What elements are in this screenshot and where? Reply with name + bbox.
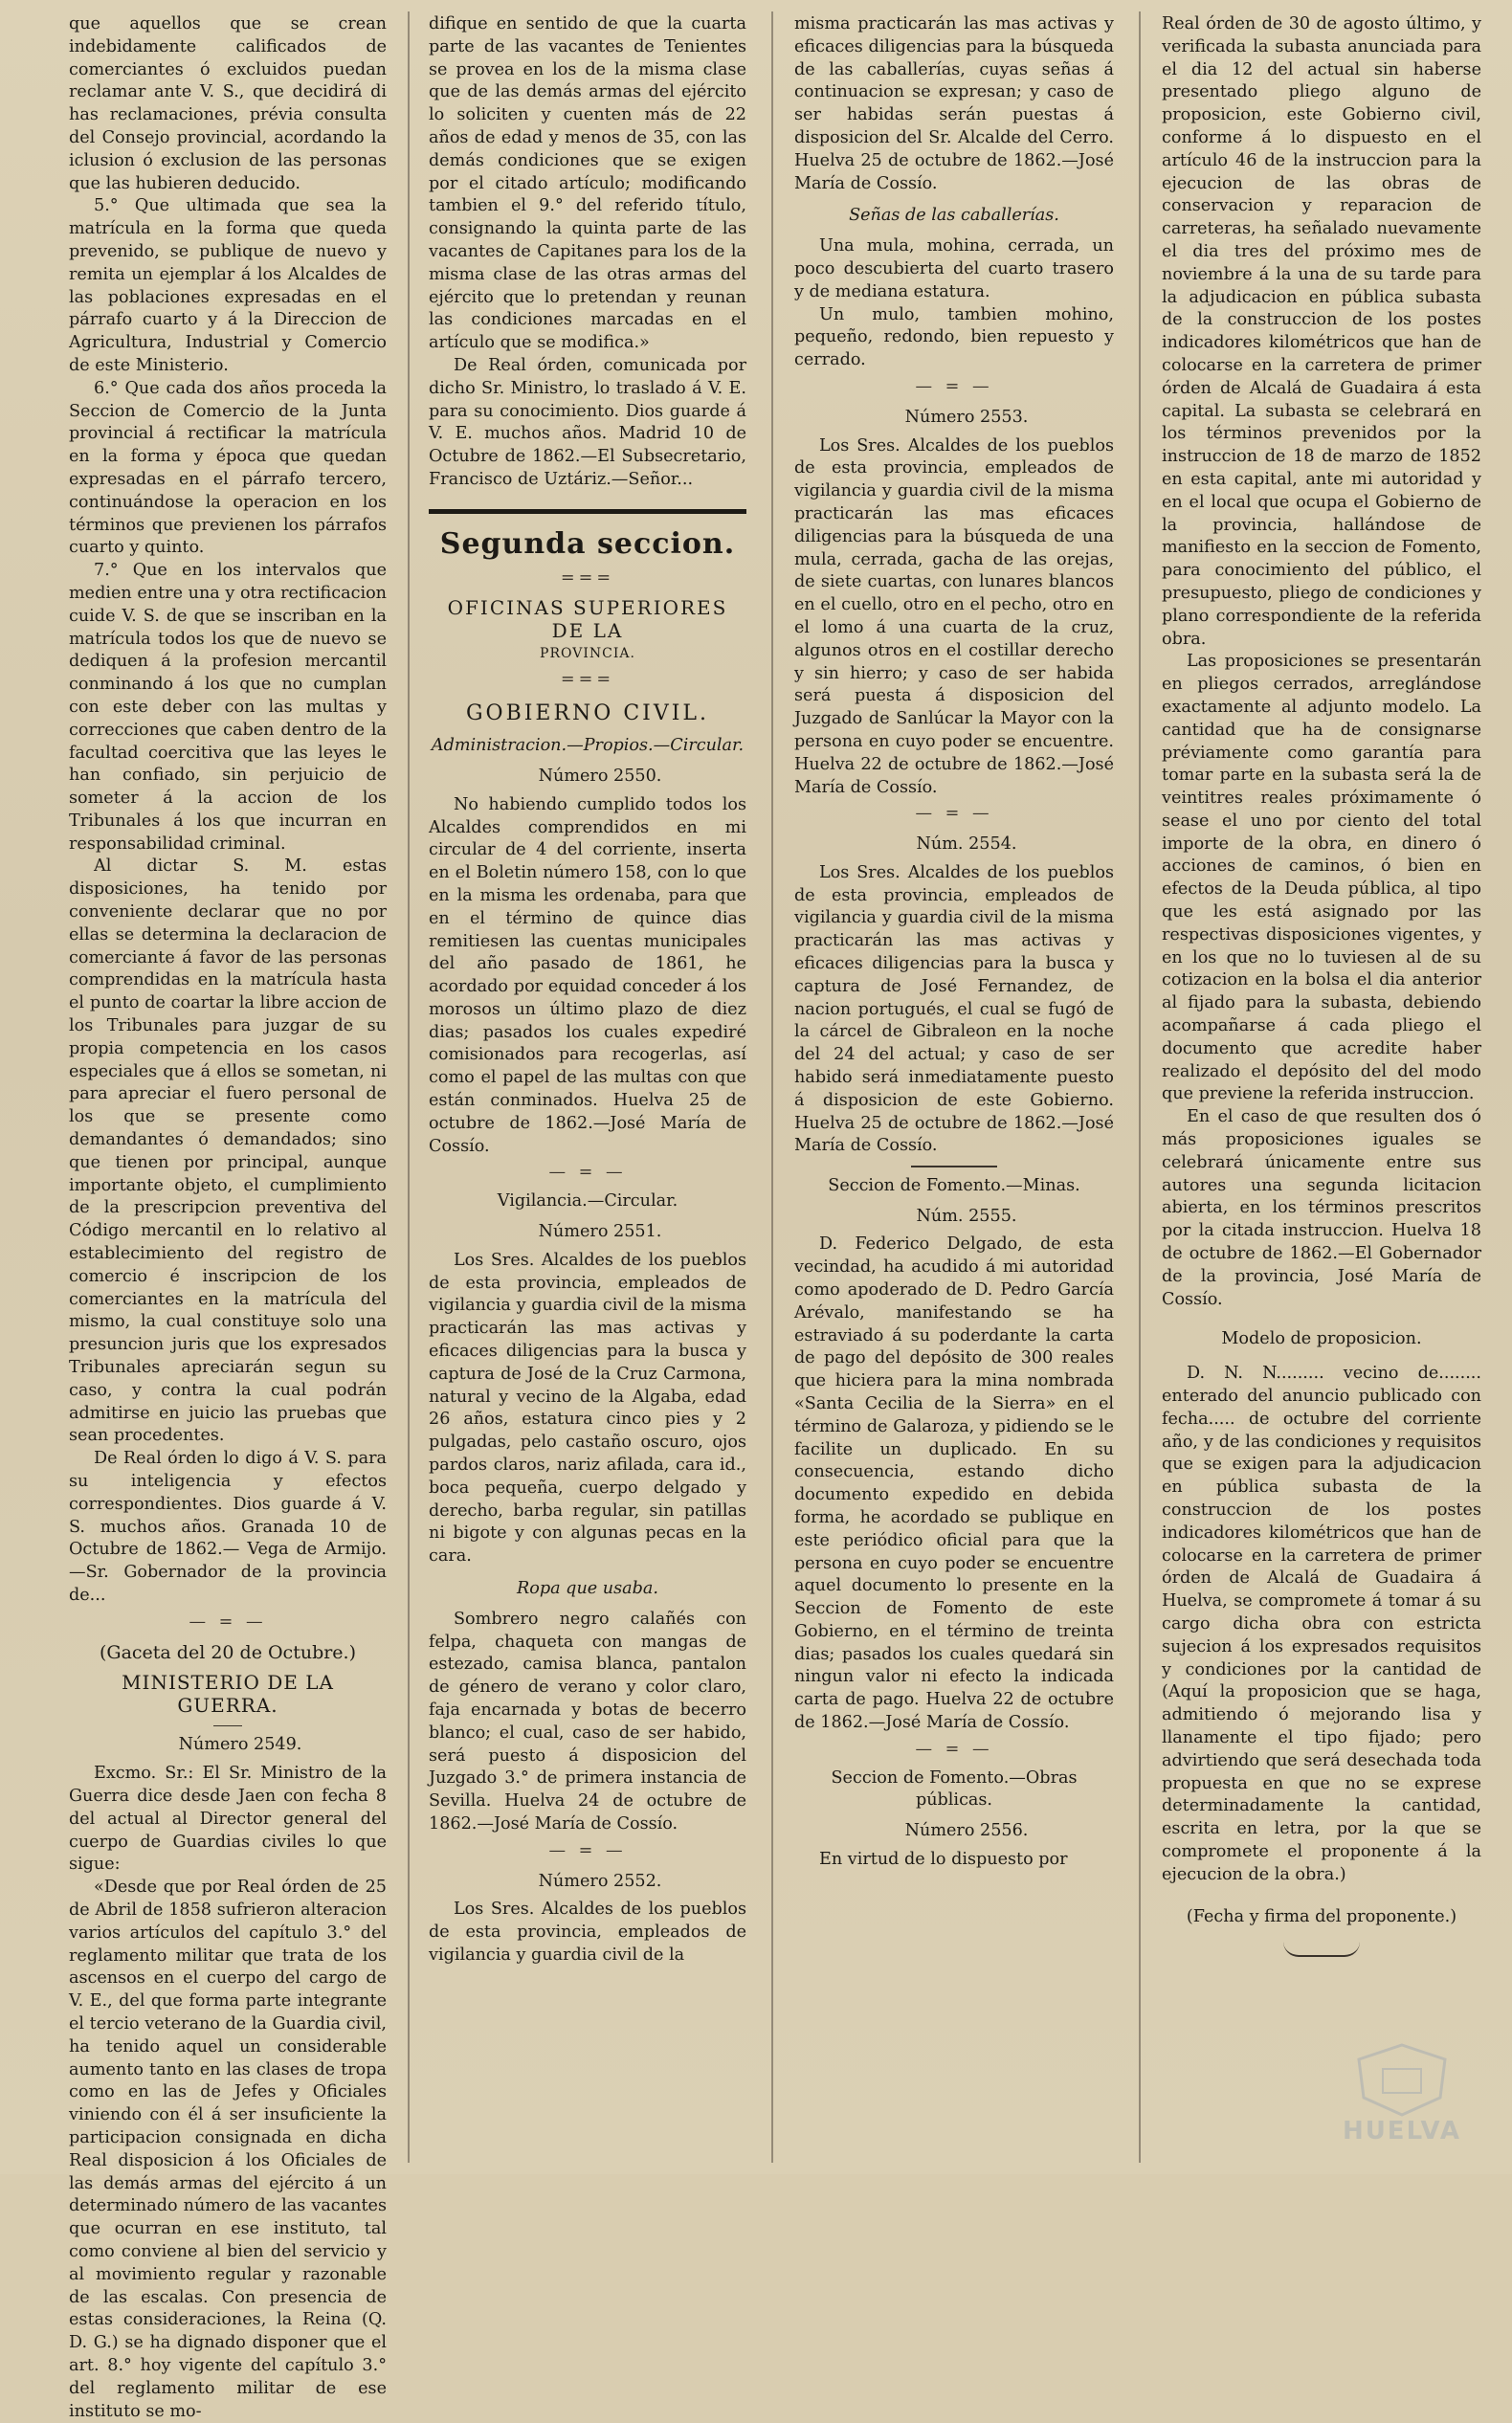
archive-watermark [1330, 2040, 1474, 2145]
paragraph: D. N. N......... vecino de........ enterado del anuncio publicado con fecha..... de octubre del corriente año, y de las condiciones y requisitos que se exigen para la adjudicacion en pública subasta de la construccion de los postes indicadores kilométricos que han de colocarse en la carretera de primer órden de Alcalá de Guadaira á Huelva, se compromete á tomar á su cargo dicha obra con estricta sujecion á los expresados requisitos y condiciones por la cantidad de (Aquí la proposicion que se haga, admitiendo ó mejorando lisa y llanamente el tipo fijado; pero advirtiendo que será desechada toda propuesta en que no se exprese determinadamente la cantidad, escrita en letra, por la que se compromete el proponente á la ejecucion de la obra.) [1162, 1364, 1481, 1884]
signature-line: (Fecha y firma del proponente.) [1186, 1906, 1457, 1926]
article-number: Número 2552. [538, 1871, 662, 1891]
paragraph: que aquellos que se crean indebidamente calificados de comerciantes ó excluidos puedan reclamar ante V. S., que decidirá di has reclamaciones, prévia consulta del Consejo provincial, acordando la iclusion ó exclusion de las personas que las hubieren deducido. [69, 14, 387, 193]
subheading: Administracion.—Propios.—Circular. [431, 736, 745, 756]
provincia-subtitle: PROVINCIA. [540, 645, 635, 661]
separator: — = — [548, 1163, 627, 1183]
subheading: Vigilancia.—Circular. [497, 1191, 678, 1212]
paragraph: Una mula, mohina, cerrada, un poco descubierta del cuarto trasero y de mediana estatura. [794, 236, 1114, 301]
gaceta-heading: (Gaceta del 20 de Octubre.) [99, 1641, 357, 1663]
paragraph: 7.° Que en los intervalos que medien entre una y otra rectificacion cuide V. S. de que se inscriban en la matrícula todos los que de nuevo se dediquen á la profesion mercantil conminando á los que no cumplan con este deber con las multas y correcciones que caben dentro de la facultad coercitiva que las leyes le han confiado, sin perjuicio de someter á la accion de los Tribunales á los que incurran en responsabilidad criminal. [69, 561, 387, 854]
paragraph: Los Sres. Alcaldes de los pueblos de esta provincia, empleados de vigilancia y guardia civil de la [429, 1900, 746, 1965]
rule [213, 1725, 242, 1727]
column-3 [794, 13, 1114, 1872]
oficinas-heading [429, 596, 746, 665]
article-number: Número 2550. [538, 766, 662, 786]
separator: — = — [915, 804, 993, 824]
separator: — = — [915, 376, 993, 396]
paragraph: D. Federico Delgado, de esta vecindad, ha acudido á mi autoridad como apoderado de D. Pedro García Arévalo, manifestando se ha estraviado á su poderdante la carta de pago del depósito de 300 reales que hiciera para la mina nombrada «Santa Cecilia de la Sierra» en el término de Galaroza, y pidiendo se le facilite un duplicado. En su consecuencia, estando dicho documento expedido en debida forma, he acordado se publique en este periódico oficial para que la persona en cuyo poder se encuentre aquel documento lo presente en la Seccion de Fomento de este Gobierno, en el término de treinta dias; pasados los cuales quedará sin ningun valor ni efecto la indicada carta de pago. Huelva 22 de octubre de 1862.—José María de Cossío. [794, 1234, 1114, 1733]
column-2 [429, 13, 746, 1967]
subheading: Seccion de Fomento.—Minas. [828, 1175, 1080, 1195]
paragraph: Los Sres. Alcaldes de los pueblos de esta provincia, empleados de vigilancia y guardia civil de la misma practicarán las mas eficaces diligencias para la búsqueda de una mula, cerrada, gacha de las orejas, de siete cuartas, con lunares blancos en el cuello, otro en el pecho, otro en el lomo á una cuarta de la cruz, algunos otros en el costillar derecho y sin hierro; y caso de ser habida será puesta á disposicion del Juzgado de Sanlúcar la Mayor con la persona en cuyo poder se encuentre. Huelva 22 de octubre de 1862.—José María de Cossío. [794, 435, 1114, 797]
subheading: Señas de las caballerías. [849, 206, 1059, 226]
rule [911, 1166, 997, 1167]
article-number: Número 2556. [904, 1821, 1029, 1841]
subheading: Modelo de proposicion. [1221, 1329, 1422, 1349]
separator: — = — [548, 1840, 627, 1860]
paragraph: No habiendo cumplido todos los Alcaldes comprendidos en mi circular de 4 del corriente, inserta en el Boletin número 158, con lo que en la misma les ordenaba, para que en el término de quince dias remitiesen las cuentas municipales del año pasado de 1861, he acordado por equidad conceder á los morosos un último plazo de diez dias; pasados los cuales expediré comisionados para recogerlas, así como el papel de las multas con que están conminados. Huelva 25 de octubre de 1862.—José María de Cossío. [429, 794, 746, 1156]
paragraph: De Real órden, comunicada por dicho Sr. Ministro, lo traslado á V. E. para su conocimiento. Dios guarde á V. E. muchos años. Madrid 10 de Octubre de 1862.—El Subsecretario, Francisco de Uztáriz.—Señor... [429, 355, 746, 489]
shield-icon [1330, 2040, 1474, 2117]
paragraph: Real órden de 30 de agosto último, y verificada la subasta anunciada para el dia 12 del actual sin haberse presentado pliego alguno de proposicion, este Gobierno civil, conforme á lo dispuesto en el artículo 46 de la instruccion para la ejecucion de las obras de conservacion y reparacion de carreteras, ha señalado nuevamente el dia tres del próximo mes de noviembre á la una de su tarde para la adjudicacion en pública subasta de la construccion de los postes indicadores kilométricos que han de colocarse en la carretera de primer órden de Alcalá de Guadaira á esta capital. La subasta se celebrará en los términos prevenidos por la instruccion de 18 de marzo de 1852 en esta capital, ante mi autoridad y en el local que ocupa el Gobierno de la provincia, hallándose de manifiesto en la seccion de Fomento, para conocimiento del público, el presupuesto, pliego de condiciones y plano correspondiente de la referida obra. [1162, 14, 1481, 649]
paragraph: «Desde que por Real órden de 25 de Abril de 1858 sufrieron alteracion varios artículos del capítulo 3.° del reglamento militar que trata de los ascensos en el cuerpo del cargo de V. E., del que forma parte integrante el tercio veterano de la Guardia civil, ha tenido aquel un considerable aumento tanto en las clases de tropa como en las de Jefes y Oficiales viniendo con él á ser insuficiente la participacion consignada en dicha Real disposicion á los Oficiales de las demás armas del ejército á un determinado número de las vacantes que ocurran en ese instituto, tal como conviene al bien del servicio y al movimiento regular y razonable de las escalas. Con presencia de estas consideraciones, la Reina (Q. D. G.) se ha dignado disponer que el art. 8.° hoy vigente del capítulo 3.° del reglamento militar de ese instituto se mo- [69, 1878, 387, 2421]
section-heading: Segunda seccion. [439, 526, 736, 561]
separator: — = — [189, 1612, 267, 1632]
paragraph: En virtud de lo dispuesto por [819, 1850, 1068, 1870]
watermark-text: HUELVA [1342, 2117, 1462, 2145]
column-1 [69, 13, 387, 2423]
ornament-icon [1283, 1942, 1360, 1957]
paragraph: Los Sres. Alcaldes de los pueblos de esta provincia, empleados de vigilancia y guardia civil de la misma practicarán las mas activas y eficaces diligencias para la busca y captura de José de la Cruz Carmona, natural y vecino de la Algaba, edad 26 años, estatura cinco pies y 2 pulgadas, pelo castaño oscuro, ojos pardos claros, nariz afilada, cara id., boca pequeña, cuerpo delgado y derecho, barba regular, sin patillas ni bigote y con algunas pecas en la cara. [429, 1250, 746, 1567]
paragraph: Excmo. Sr.: El Sr. Ministro de la Guerra dice desde Jaen con fecha 8 del actual al Director general del cuerpo de Guardias civiles lo que sigue: [69, 1764, 387, 1875]
article-number: Número 2549. [178, 1735, 302, 1755]
article-number: Núm. 2554. [916, 834, 1017, 855]
paragraph: En el caso de que resulten dos ó más proposiciones iguales se celebrará únicamente entre sus autores una segunda licitacion abierta, en los términos prescritos por la citada instruccion. Huelva 18 de octubre de 1862.—El Gobernador de la provincia, José María de Cossío. [1162, 1107, 1481, 1309]
column-divider [408, 11, 410, 2163]
article-number: Número 2551. [538, 1222, 662, 1242]
section-rule [429, 509, 746, 514]
article-number: Número 2553. [904, 407, 1029, 427]
paragraph: misma practicarán las mas activas y eficaces diligencias para la búsqueda de las caballerías, cuyas señas á continuacion se expresan; y caso de ser habidas serán puestas á disposicion del Sr. Alcalde del Cerro. Huelva 25 de octubre de 1862.—José María de Cossío. [794, 14, 1114, 193]
column-4 [1162, 13, 1481, 1957]
separator: === [560, 669, 615, 689]
subheading: Ropa que usaba. [517, 1579, 658, 1599]
column-divider [1139, 11, 1141, 2163]
paragraph: De Real órden lo digo á V. S. para su inteligencia y efectos correspondientes. Dios guarde á V. S. muchos años. Granada 10 de Octubre de 1862.— Vega de Armijo.—Sr. Gobernador de la provincia de... [69, 1449, 387, 1605]
ministerio-heading: MINISTERIO DE LA GUERRA. [122, 1671, 334, 1718]
paragraph: 6.° Que cada dos años proceda la Seccion de Comercio de la Junta provincial á rectificar la matrícula en la forma y época que quedan expresadas en el párrafo tercero, continuándose la operacion en los términos que previenen los párrafos cuarto y quinto. [69, 378, 387, 558]
paragraph: Un mulo, tambien mohino, pequeño, redondo, bien repuesto y cerrado. [794, 304, 1114, 370]
paragraph: Los Sres. Alcaldes de los pueblos de esta provincia, empleados de vigilancia y guardia civil de la misma practicarán las mas activas y eficaces diligencias para la busca y captura de José Fernandez, de nacion portugués, el cual se fugó de la cárcel de Gibraleon en la noche del 24 del actual; y caso de ser habido será inmediatamente puesto á disposicion de este Gobierno. Huelva 25 de octubre de 1862.—José María de Cossío. [794, 862, 1114, 1156]
paragraph: Las proposiciones se presentarán en pliegos cerrados, arreglándose exactamente al adjunto modelo. La cantidad que ha de consignarse préviamente como garantía para tomar parte en la subasta será la de veintitres reales próximamente ó sease el uno por ciento del total importe de la obra, en dinero ó acciones de caminos, ó bien en efectos de la Deuda pública, al tipo que les está asignado por las respectivas disposiciones vigentes, y en los que no lo tuviesen al de su cotizacion en la bolsa el dia anterior al fijado para la subasta, debiendo acompañarse á cada pliego el documento que acredite haber realizado el depósito del del modo que previene la referida instruccion. [1162, 652, 1481, 1104]
column-divider [771, 11, 773, 2163]
paragraph: difique en sentido de que la cuarta parte de las vacantes de Tenientes se provea en los de la misma clase que de las demás armas del ejército lo soliciten y cuenten más de 22 años de edad y menos de 35, con las demás condiciones que se exigen por el citado artículo; modificando tambien el 9.° del referido título, consignando la quinta parte de las vacantes de Capitanes para los de la misma clase de las otras armas del ejército que lo pretendan y reunan las condiciones marcadas en el artículo que se modifica.» [429, 14, 746, 353]
paragraph: 5.° Que ultimada que sea la matrícula en la forma que queda prevenido, se publique de nuevo y remita un ejemplar á los Alcaldes de las poblaciones expresadas en el párrafo cuarto y á la Direccion de Agricultura, Industrial y Comercio de este Ministerio. [69, 196, 387, 375]
subheading: Seccion de Fomento.—Obras públicas. [831, 1767, 1078, 1811]
oficinas-title: OFICINAS SUPERIORES DE LA [447, 595, 728, 642]
gobierno-heading: GOBIERNO CIVIL. [465, 701, 710, 726]
separator: — = — [915, 1739, 993, 1759]
article-number: Núm. 2555. [916, 1206, 1017, 1226]
paragraph: Al dictar S. M. estas disposiciones, ha tenido por conveniente declarar que no por ellas se determina la declaracion de comerciante á favor de las personas comprendidas en la matrícula hasta el punto de coartar la libre accion de los Tribunales para juzgar de su propia competencia en los casos especiales que á ellos se sometan, ni para apreciar el fuero personal de los que se presente como demandantes ó demandados; sino que tienen por principal, aunque importante objeto, el cumplimiento de la prescripcion preventiva del Código mercantil en lo relativo al establecimiento del registro de comercio é inscripcion de los comerciantes en la matrícula del mismo, la cual constituye solo una presuncion juris que los expresados Tribunales apreciarán segun su caso, y contra la cual podrán admitirse en juicio las pruebas que sean procedentes. [69, 856, 387, 1446]
paragraph: Sombrero negro calañés con felpa, chaqueta con mangas de estezado, camisa blanca, pantalon de género de verano y color claro, faja encarnada y botas de becerro blanco; el cual, caso de ser habido, será puesto á disposicion del Juzgado 3.° de primera instancia de Sevilla. Huelva 24 de octubre de 1862.—José María de Cossío. [429, 1609, 746, 1834]
separator: === [560, 567, 615, 588]
